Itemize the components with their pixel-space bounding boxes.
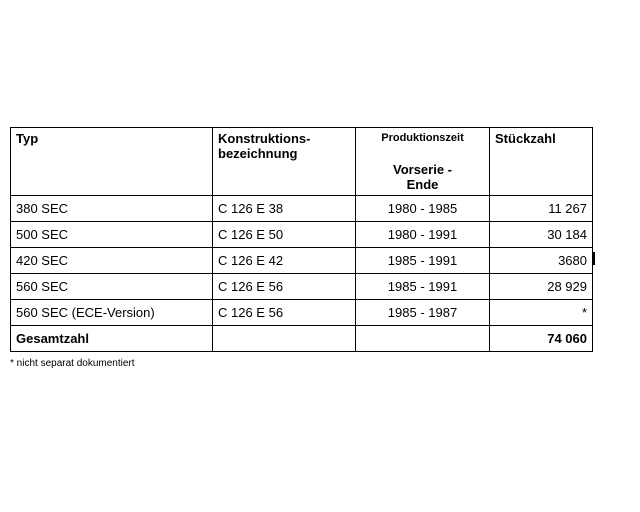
table-row — [11, 248, 593, 274]
production-table — [10, 127, 593, 352]
cell-bezeichnung: C 126 E 50 — [213, 222, 356, 248]
cell-stueckzahl: * — [490, 300, 593, 326]
table-row — [11, 274, 593, 300]
cell-typ: 420 SEC — [11, 248, 213, 274]
footnote: * nicht separat dokumentiert — [10, 358, 135, 369]
cell-produktionszeit: 1985 - 1991 — [356, 274, 490, 300]
cell-bezeichnung: C 126 E 38 — [213, 196, 356, 222]
header-konstruktionsbezeichnung: Konstruktions- bezeichnung — [213, 128, 356, 196]
total-empty-cell — [213, 326, 356, 352]
cell-bezeichnung: C 126 E 42 — [213, 248, 356, 274]
total-empty-cell — [356, 326, 490, 352]
table-row — [11, 300, 593, 326]
cell-produktionszeit: 1980 - 1985 — [356, 196, 490, 222]
header-produktionszeit-sub: Vorserie - Ende — [392, 162, 452, 192]
header-typ: Typ — [11, 128, 213, 196]
cell-stueckzahl: 28 929 — [490, 274, 593, 300]
cell-typ: 380 SEC — [11, 196, 213, 222]
cell-bezeichnung: C 126 E 56 — [213, 274, 356, 300]
header-produktionszeit-label: Produktionszeit — [381, 132, 464, 144]
cell-stueckzahl: 3680 — [490, 248, 593, 274]
cell-produktionszeit: 1985 - 1987 — [356, 300, 490, 326]
cell-produktionszeit: 1985 - 1991 — [356, 248, 490, 274]
cell-stueckzahl: 11 267 — [490, 196, 593, 222]
cell-typ: 560 SEC — [11, 274, 213, 300]
cell-typ: 560 SEC (ECE-Version) — [11, 300, 213, 326]
cell-stueckzahl: 30 184 — [490, 222, 593, 248]
header-produktionszeit — [356, 128, 490, 196]
cell-typ: 500 SEC — [11, 222, 213, 248]
table-edge-mark — [593, 252, 595, 265]
table-row — [11, 222, 593, 248]
cell-bezeichnung: C 126 E 56 — [213, 300, 356, 326]
table-row — [11, 196, 593, 222]
table-header-row — [11, 128, 593, 196]
table-total-row — [11, 326, 593, 352]
total-label: Gesamtzahl — [11, 326, 213, 352]
cell-produktionszeit: 1980 - 1991 — [356, 222, 490, 248]
total-value: 74 060 — [490, 326, 593, 352]
header-stueckzahl: Stückzahl — [490, 128, 593, 196]
